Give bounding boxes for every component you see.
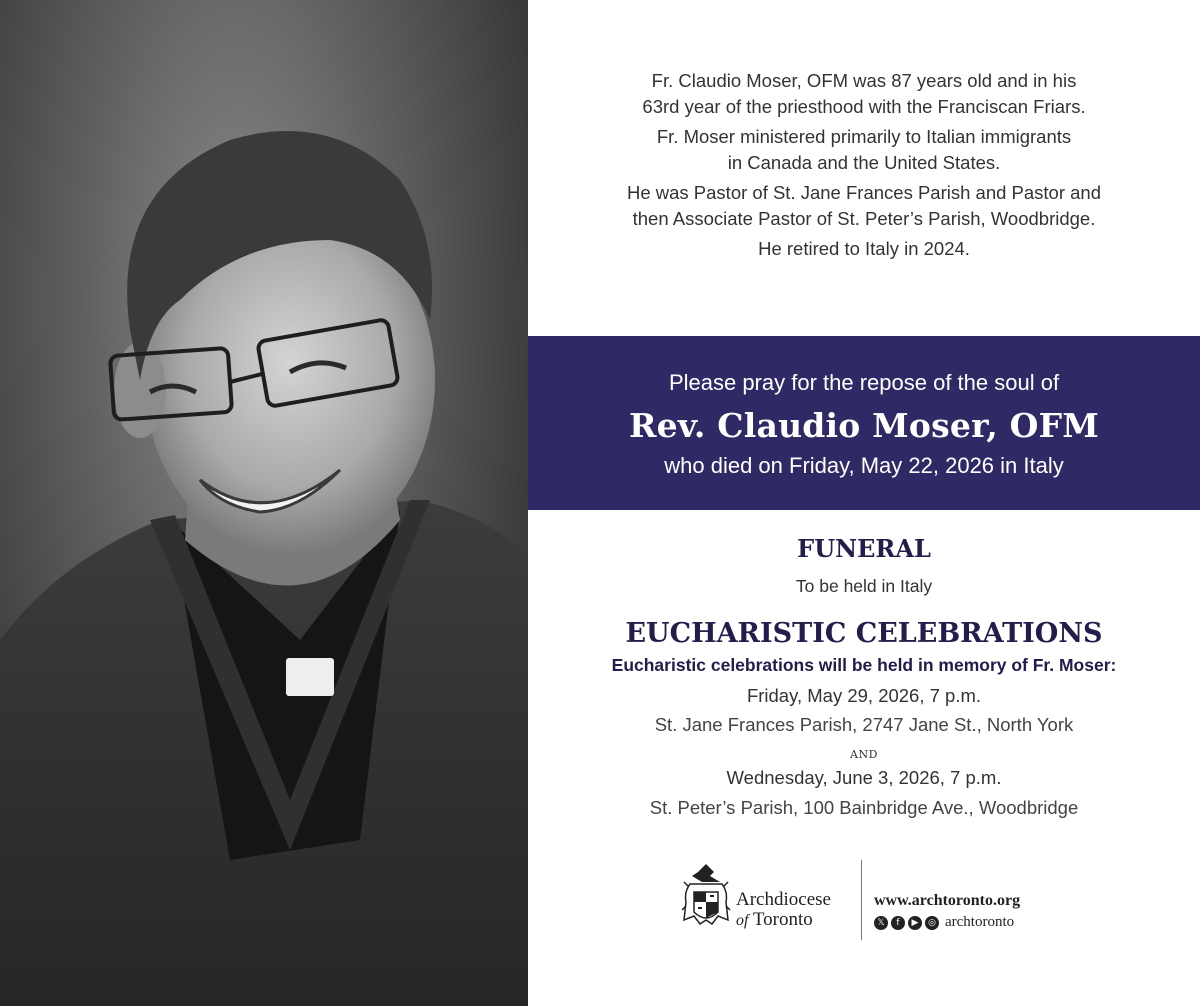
bio-line: He was Pastor of St. Jane Frances Parish and Pastor and — [626, 182, 1102, 203]
website-link[interactable]: www.archtoronto.org — [874, 892, 1021, 909]
notice-panel — [528, 0, 1200, 1006]
funeral-heading: FUNERAL — [797, 534, 931, 563]
and-separator: AND — [850, 748, 878, 761]
facebook-icon[interactable]: f — [891, 916, 905, 930]
portrait-photo — [0, 0, 528, 1006]
archdiocese-crest-icon — [680, 862, 732, 938]
biography — [528, 68, 1200, 262]
archdiocese-name — [736, 890, 831, 931]
prayer-banner — [528, 336, 1200, 510]
instagram-icon[interactable]: ◎ — [925, 916, 939, 930]
celebration-place: St. Peter’s Parish, 100 Bainbridge Ave., Woodbridge — [649, 797, 1079, 818]
bio-line: Fr. Claudio Moser, OFM was 87 years old and in his — [651, 70, 1077, 91]
eucharist-intro: Eucharistic celebrations will be held in memory of Fr. Moser: — [611, 655, 1117, 675]
bio-line: Fr. Moser ministered primarily to Italian immigrants — [656, 126, 1072, 147]
eucharist-heading: EUCHARISTIC CELEBRATIONS — [625, 618, 1103, 649]
death-notice: who died on Friday, May 22, 2026 in Italy — [664, 453, 1064, 478]
org-line2: Toronto — [752, 909, 813, 930]
celebration-date: Friday, May 29, 2026, 7 p.m. — [746, 685, 982, 706]
deceased-name: Rev. Claudio Moser, OFM — [629, 406, 1099, 445]
youtube-icon[interactable]: ▶ — [908, 916, 922, 930]
celebration-place: St. Jane Frances Parish, 2747 Jane St., North York — [654, 714, 1074, 735]
celebration-date: Wednesday, June 3, 2026, 7 p.m. — [726, 767, 1002, 788]
footer-divider — [861, 860, 862, 940]
social-handle: archtoronto — [945, 914, 1015, 930]
org-line1: Archdiocese — [736, 889, 831, 910]
bio-line: 63rd year of the priesthood with the Franciscan Friars. — [642, 96, 1086, 117]
funeral-location: To be held in Italy — [795, 576, 933, 596]
bio-line: He retired to Italy in 2024. — [758, 238, 970, 259]
footer — [678, 860, 1078, 940]
prayer-lead: Please pray for the repose of the soul of — [668, 370, 1060, 395]
social-links — [874, 914, 1014, 931]
org-of: of — [736, 912, 749, 929]
x-icon[interactable]: 𝕏 — [874, 916, 888, 930]
bio-line: then Associate Pastor of St. Peter’s Parish, Woodbridge. — [632, 208, 1096, 229]
bio-line: in Canada and the United States. — [727, 152, 1001, 173]
